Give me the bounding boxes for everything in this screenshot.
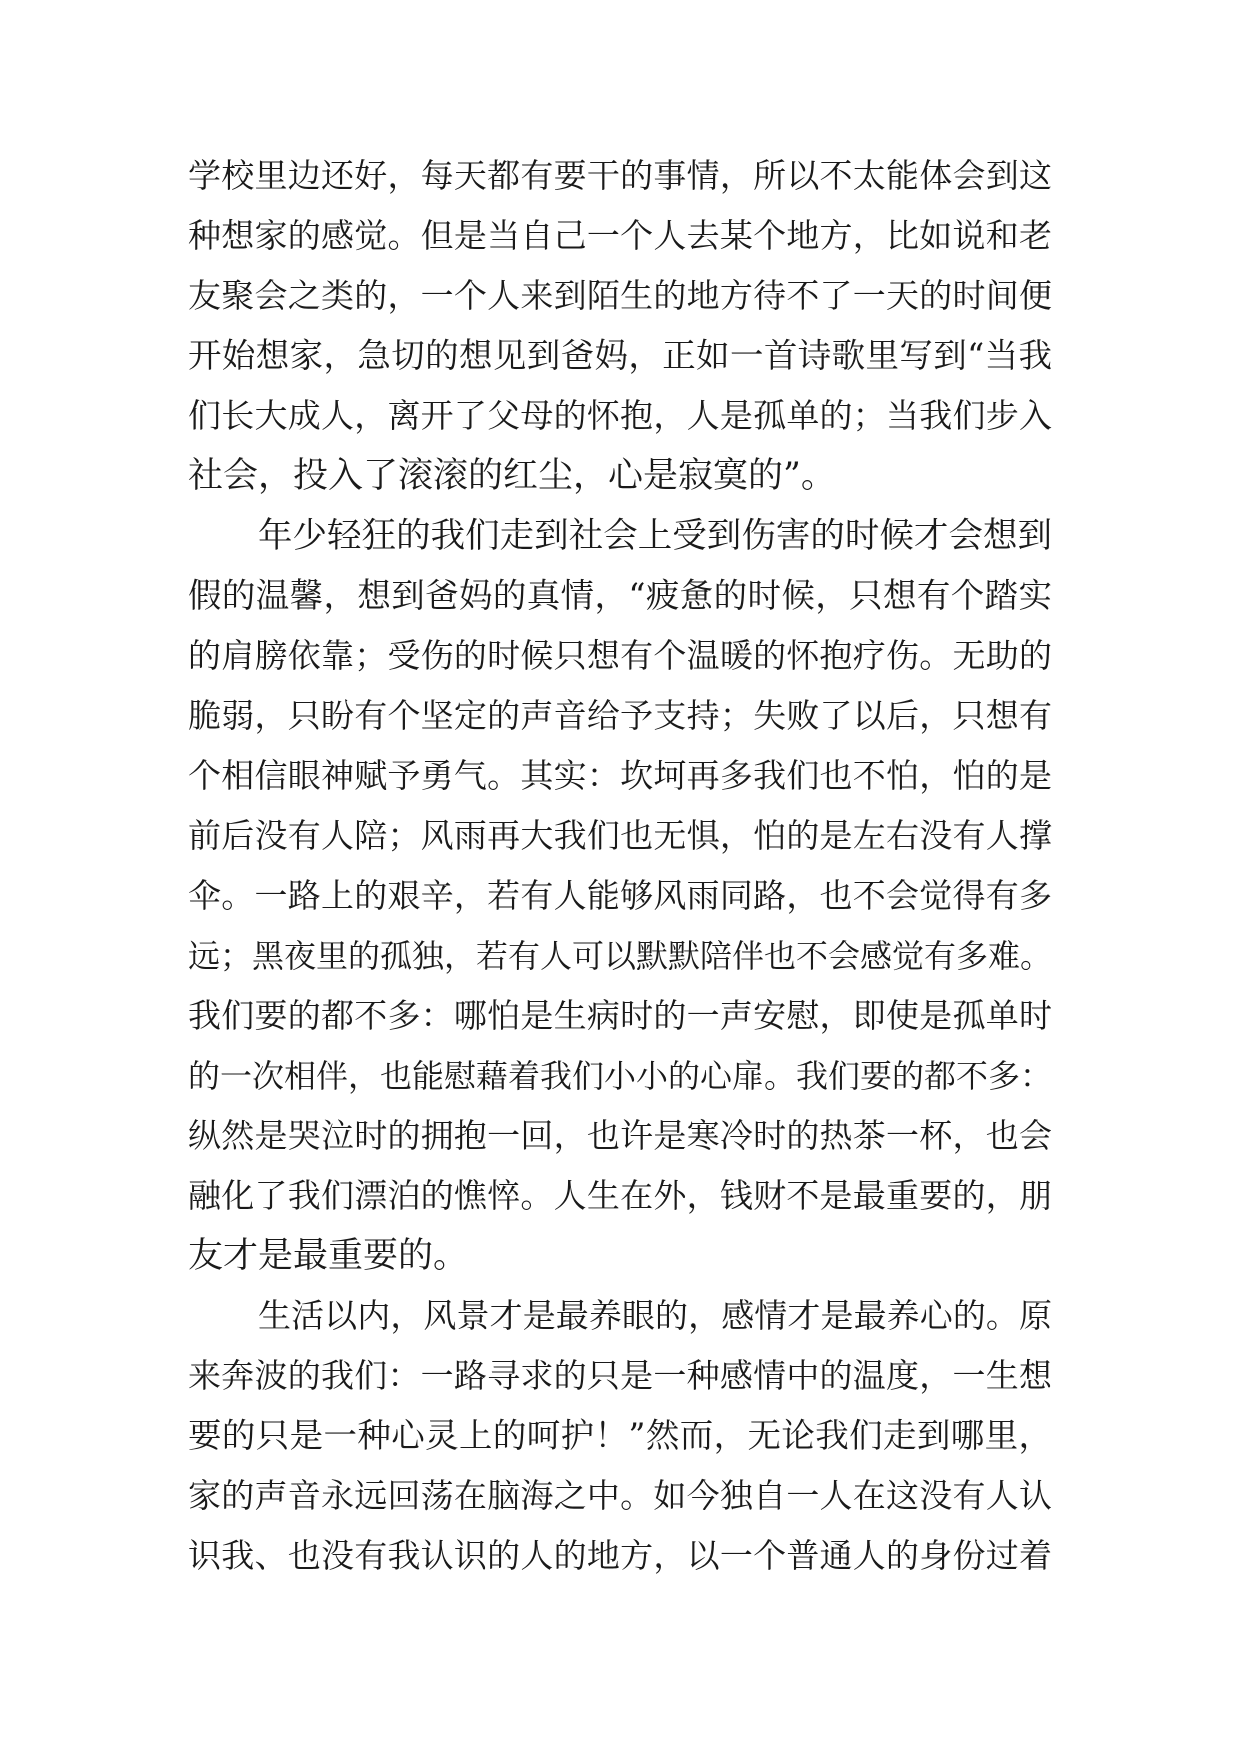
text-line: 识我、也没有我认识的人的地方，以一个普通人的身份过着 xyxy=(188,1536,1052,1575)
text-line: 纵然是哭泣时的拥抱一回，也许是寒冷时的热茶一杯，也会 xyxy=(188,1116,1052,1155)
text-line: 的肩膀依靠；受伤的时候只想有个温暖的怀抱疗伤。无助的 xyxy=(188,636,1052,675)
text-line: 家的声音永远回荡在脑海之中。如今独自一人在这没有人认 xyxy=(188,1476,1052,1515)
text-line: 融化了我们漂泊的憔悴。人生在外，钱财不是最重要的，朋 xyxy=(188,1176,1052,1215)
text-line: 们长大成人，离开了父母的怀抱，人是孤单的；当我们步入 xyxy=(188,396,1052,435)
text-line: 学校里边还好，每天都有要干的事情，所以不太能体会到这 xyxy=(188,156,1052,195)
text-line: 远；黑夜里的孤独，若有人可以默默陪伴也不会感觉有多难。 xyxy=(188,937,1053,975)
text-line: 脆弱，只盼有个坚定的声音给予支持；失败了以后，只想有 xyxy=(188,696,1052,735)
text-line: 前后没有人陪；风雨再大我们也无惧，怕的是左右没有人撑 xyxy=(188,816,1052,855)
text-line: 年少轻狂的我们走到社会上受到伤害的时候才会想到 xyxy=(258,516,1052,556)
text-line: 种想家的感觉。但是当自己一个人去某个地方，比如说和老 xyxy=(188,216,1052,255)
text-line: 友才是最重要的。 xyxy=(188,1236,469,1276)
text-line: 来奔波的我们：一路寻求的只是一种感情中的温度，一生想 xyxy=(188,1356,1052,1395)
text-line: 我们要的都不多：哪怕是生病时的一声安慰，即使是孤单时 xyxy=(188,996,1052,1035)
text-line: 生活以内，风景才是最养眼的，感情才是最养心的。原 xyxy=(258,1296,1052,1335)
text-line: 伞。一路上的艰辛，若有人能够风雨同路，也不会觉得有多 xyxy=(188,876,1052,915)
text-line: 友聚会之类的，一个人来到陌生的地方待不了一天的时间便 xyxy=(188,276,1052,315)
text-line: 个相信眼神赋予勇气。其实：坎坷再多我们也不怕，怕的是 xyxy=(188,756,1052,795)
text-line: 假的温馨，想到爸妈的真情，“疲惫的时候，只想有个踏实 xyxy=(188,576,1052,615)
text-line: 的一次相伴，也能慰藉着我们小小的心扉。我们要的都不多： xyxy=(188,1057,1053,1095)
text-line: 要的只是一种心灵上的呵护！”然而，无论我们走到哪里， xyxy=(188,1416,1052,1455)
text-line: 开始想家，急切的想见到爸妈，正如一首诗歌里写到“当我 xyxy=(188,336,1052,375)
text-line: 社会，投入了滚滚的红尘，心是寂寞的”。 xyxy=(188,456,836,496)
